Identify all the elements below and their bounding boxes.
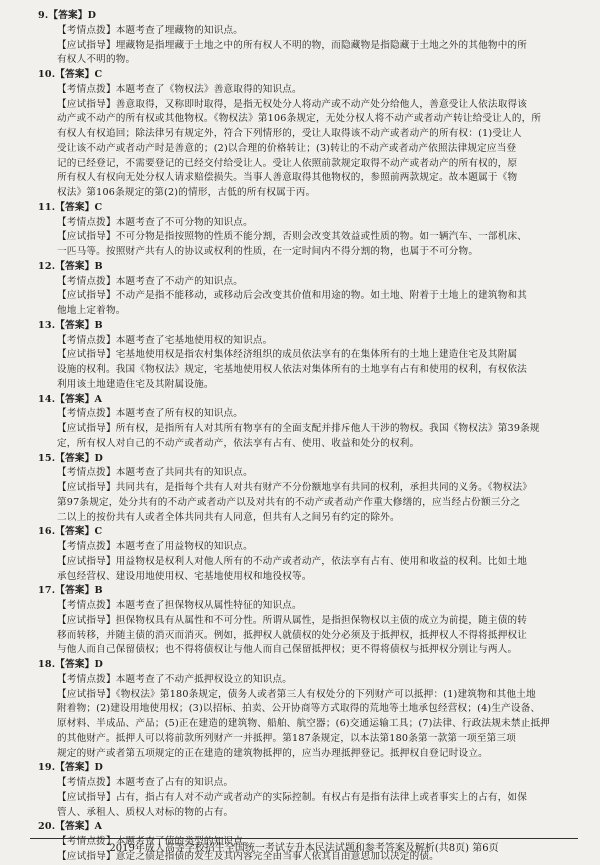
section-heading-line: 【应试指导】意定之债是指债的发生及其内容完全由当事人依其自由意思加以决定的债。 [57, 850, 439, 862]
section-heading-line: 【考情点拨】本题考查了债的类型的知识点。 [57, 836, 253, 847]
section-heading-line: 【应试指导】用益物权是权利人对他人所有的不动产或者动产，依法享有占有、使用和收益的权利。比如土地 [57, 555, 528, 567]
question-item [38, 525, 578, 584]
section-heading-line: 【考情点拨】本题考查了用益物权的知识点。 [57, 541, 253, 552]
section-heading-line: 【应试指导】共同共有，是指每个共有人对共有财产不分份额地享有共同的权利，承担共同的义务。《物权法》 [57, 482, 533, 493]
explanation-line: 定，所有权人对自己的不动产或者动产，依法享有占有、使用、收益和处分的权利。 [57, 437, 420, 449]
answer-line: 20.【答案】A [38, 821, 103, 833]
explanation-line: 权法》第106条规定的第(2)的情形，古低的所有权属于丙。 [57, 187, 316, 198]
answer-line: 9.【答案】D [38, 10, 97, 21]
answer-line: 12.【答案】B [38, 260, 103, 272]
question-item [38, 452, 578, 526]
section-heading-line: 【应试指导】占有，指占有人对不动产或者动产的实际控制。有权占有是指有法律上或者事实上的占有，如保 [57, 791, 528, 803]
question-item [38, 584, 578, 658]
answer-line: 17.【答案】B [38, 585, 103, 597]
question-item [38, 68, 578, 201]
answer-line: 11.【答案】C [38, 201, 103, 213]
section-heading-line: 【应试指导】所有权，是指所有人对其所有物享有的全面支配并排斥他人干涉的物权。我国《物权法》第39条规 [57, 423, 540, 434]
section-heading-line: 【考情点拨】本题考查了共同共有的知识点。 [57, 467, 253, 479]
explanation-line: 他地上定着物。 [57, 305, 126, 316]
question-item [38, 658, 578, 761]
explanation-line: 受让该不动产或者动产时是善意的；(2)以合理的价格转让；(3)转让的不动产或者动产依照法律规定应当登 [57, 142, 517, 154]
explanation-line: 与他人而自己保留债权；也不得将债权让与他人而自己保留抵押权；更不得将债权与抵押权分别让与两人。 [57, 644, 518, 656]
explanation-line: 二以上的按份共有人或者全体共同共有人同意，但共有人之间另有约定的除外。 [57, 511, 400, 523]
question-item [38, 201, 578, 260]
explanation-line: 有权人有权追回；除法律另有规定外，符合下列情形的，受让人取得该不动产或者动产的所有权：(1)受让人 [57, 128, 522, 139]
section-heading-line: 【考情点拨】本题考查了《物权法》善意取得的知识点。 [57, 83, 302, 95]
explanation-line: 所有权人有权向无处分权人请求赔偿损失。当事人善意取得其他物权的，参照前两款规定。故本题属于《物 [57, 172, 518, 184]
section-heading-line: 【考情点拨】本题考查了不动产的知识点。 [57, 275, 244, 287]
question-item [38, 761, 578, 820]
answer-line: 14.【答案】A [38, 393, 103, 405]
section-heading-line: 【应试指导】不动产是指不能移动，或移动后会改变其价值和用途的物。如土地、附着于土地上的建筑物和其 [57, 290, 528, 302]
explanation-line: 利用该土地建造住宅及其附属设施。 [57, 378, 214, 390]
explanation-line: 移而转移，并随主债的消灭而消灭。例如，抵押权人就债权的处分必须及于抵押权，抵押权人不得将抵押权让 [57, 629, 528, 641]
explanation-line: 附着物；(2)建设用地使用权；(3)以招标、拍卖、公开协商等方式取得的荒地等土地承包经营权；(4)生产设备、 [57, 703, 541, 715]
section-heading-line: 【应试指导】埋藏物是指埋藏于土地之中的所有权人不明的物，而隐藏物是指隐藏于土地之外的其他物中的所 [57, 39, 528, 51]
question-item [38, 319, 578, 393]
answer-line: 18.【答案】D [38, 659, 103, 670]
section-heading-line: 【应试指导】善意取得，又称即时取得，是指无权处分人将动产或不动产处分给他人，善意受让人依法取得该 [57, 98, 528, 110]
section-heading-line: 【考情点拨】本题考查了占有的知识点。 [57, 777, 234, 788]
explanation-line: 承包经营权、建设用地使用权、宅基地使用权和地役权等。 [57, 570, 312, 582]
question-item [38, 9, 578, 68]
answer-line: 10.【答案】C [38, 69, 103, 80]
answer-line: 13.【答案】B [38, 319, 103, 331]
section-heading-line: 【考情点拨】本题考查了不动产抵押权设立的知识点。 [57, 673, 293, 685]
explanation-line: 动产或不动产的所有权或其他物权。《物权法》第106条规定，无处分权人将不动产或者动产转让给受让人的，所 [57, 113, 542, 125]
explanation-line: 第97条规定，处分共有的不动产或者动产以及对共有的不动产或者动产作重大修缮的，应当经占份额三分之 [57, 496, 521, 508]
section-heading-line: 【应试指导】《物权法》第180条规定，债务人或者第三人有权处分的下列财产可以抵押：(1)建筑物和其他土地 [57, 688, 536, 700]
section-heading-line: 【考情点拨】本题考查了宅基地使用权的知识点。 [57, 334, 273, 346]
question-item [38, 393, 578, 452]
section-heading-line: 【应试指导】担保物权具有从属性和不可分性。所谓从属性，是指担保物权以主债的成立为前提，随主债的转 [57, 614, 528, 626]
section-heading-line: 【应试指导】不可分物是指按照物的性质不能分割，否则会改变其效益或性质的物。如一辆汽车、一部机床、 [57, 231, 528, 243]
page-footer [30, 838, 578, 856]
explanation-line: 有权人不明的物。 [57, 54, 136, 66]
section-heading-line: 【应试指导】宅基地使用权是指农村集体经济组织的成员依法享有的在集体所有的土地上建造住宅及其附属 [57, 349, 518, 361]
explanation-line: 管人、承租人、质权人对标的物的占有。 [57, 806, 234, 818]
footer-text: 2019年成人高等学校招生全国统一考试专升本民法试题和参考答案及解析(共8页) 第6页 [109, 843, 499, 854]
section-heading-line: 【考情点拨】本题考查了所有权的知识点。 [57, 408, 244, 420]
explanation-line: 原材料、半成品、产品；(5)正在建造的建筑物、船舶、航空器；(6)交通运输工具；(7)法律、行政法规未禁止抵押 [57, 718, 551, 729]
section-heading-line: 【考情点拨】本题考查了担保物权从属性特征的知识点。 [57, 600, 302, 611]
section-heading-line: 【考情点拨】本题考查了埋藏物的知识点。 [57, 24, 244, 36]
section-heading-line: 【考情点拨】本题考查了不可分物的知识点。 [57, 216, 253, 228]
explanation-line: 一匹马等。按照财产共有人的协议或权利的性质，在一定时间内不得分割的物，也属于不可分物。 [57, 246, 479, 257]
explanation-line: 规定的财产或者第五项规定的正在建造的建筑物抵押的，应当办理抵押登记。抵押权自登记时设立。 [57, 747, 488, 759]
explanation-line: 的其他财产。抵押人可以将前款所列财产一并抵押。第187条规定，以本法第180条第一款第一项至第三项 [57, 732, 516, 744]
explanation-line: 记的已经登记，不需要登记的已经交付给受让人。受让人依照前款规定取得不动产或者动产的所有权的，原 [57, 157, 518, 169]
answer-line: 16.【答案】C [38, 526, 103, 538]
question-item [38, 260, 578, 319]
answer-line: 15.【答案】D [38, 452, 103, 464]
answer-line: 19.【答案】D [38, 762, 103, 774]
explanation-line: 设施的权利。我国《物权法》规定，宅基地使用权人依法对集体所有的土地享有占有和使用的权利，有权依法 [57, 364, 528, 375]
